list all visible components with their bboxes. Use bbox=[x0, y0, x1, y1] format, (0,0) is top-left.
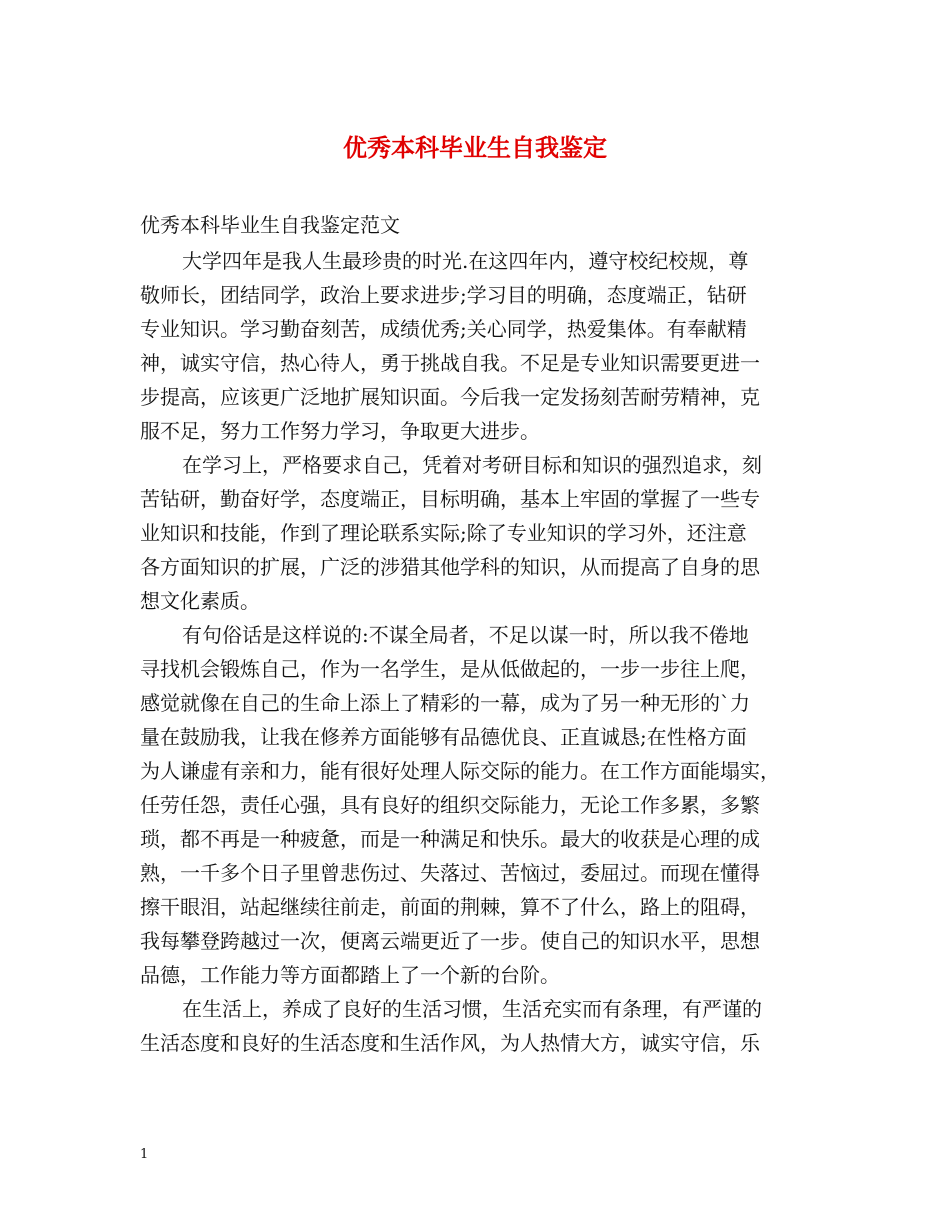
paragraph-2-line-3: 业知识和技能，作到了理论联系实际;除了专业知识的学习外，还注意 bbox=[140, 521, 747, 545]
paragraph-4-line-2: 生活态度和良好的生活态度和生活作风，为人热情大方，诚实守信，乐 bbox=[140, 1031, 760, 1055]
paragraph-3-line-6: 任劳任怨，责任心强，具有良好的组织交际能力，无论工作多累，多繁 bbox=[140, 793, 760, 817]
paragraph-4-line-1: 在生活上，养成了良好的生活习惯，生活充实而有条理，有严谨的 bbox=[182, 997, 762, 1021]
document-body bbox=[140, 206, 816, 1060]
paragraph-1-line-1: 大学四年是我人生最珍贵的时光.在这四年内，遵守校纪校规，尊 bbox=[182, 249, 749, 273]
paragraph-3-line-10: 我每攀登跨越过一次，便离云端更近了一步。使自己的知识水平，思想 bbox=[140, 929, 760, 953]
document-title: 优秀本科毕业生自我鉴定 bbox=[343, 134, 607, 162]
document-subtitle: 优秀本科毕业生自我鉴定范文 bbox=[140, 213, 400, 237]
paragraph-2-line-4: 各方面知识的扩展，广泛的涉猎其他学科的知识，从而提高了自身的思 bbox=[140, 555, 760, 579]
paragraph-3-line-2: 寻找机会锻炼自己，作为一名学生，是从低做起的，一步一步往上爬， bbox=[140, 657, 760, 681]
paragraph-2-line-5: 想文化素质。 bbox=[140, 589, 260, 613]
paragraph-1-line-4: 神，诚实守信，热心待人，勇于挑战自我。不足是专业知识需要更进一 bbox=[140, 351, 760, 375]
paragraph-3-line-11: 品德，工作能力等方面都踏上了一个新的台阶。 bbox=[140, 963, 560, 987]
paragraph-3-line-4: 量在鼓励我，让我在修养方面能够有品德优良、正直诚恳;在性格方面 bbox=[140, 725, 747, 749]
paragraph-2-line-1: 在学习上，严格要求自己，凭着对考研目标和知识的强烈追求，刻 bbox=[182, 453, 762, 477]
paragraph-1-line-2: 敬师长，团结同学，政治上要求进步;学习目的明确，态度端正，钻研 bbox=[140, 283, 747, 307]
paragraph-2-line-2: 苦钻研，勤奋好学，态度端正，目标明确，基本上牢固的掌握了一些专 bbox=[140, 487, 760, 511]
paragraph-3-line-1: 有句俗话是这样说的:不谋全局者，不足以谋一时，所以我不倦地 bbox=[182, 623, 749, 647]
paragraph-1-line-3: 专业知识。学习勤奋刻苦，成绩优秀;关心同学，热爱集体。有奉献精 bbox=[140, 317, 747, 341]
paragraph-3-line-5: 为人谦虚有亲和力，能有很好处理人际交际的能力。在工作方面能塌实， bbox=[140, 759, 780, 783]
paragraph-3-line-3: 感觉就像在自己的生命上添上了精彩的一幕，成为了另一种无形的`力 bbox=[140, 691, 750, 715]
page-number: 1 bbox=[140, 1147, 149, 1162]
paragraph-1-line-5: 步提高，应该更广泛地扩展知识面。今后我一定发扬刻苦耐劳精神，克 bbox=[140, 385, 760, 409]
paragraph-1-line-6: 服不足，努力工作努力学习，争取更大进步。 bbox=[140, 419, 540, 443]
paragraph-3-line-7: 琐，都不再是一种疲惫，而是一种满足和快乐。最大的收获是心理的成 bbox=[140, 827, 760, 851]
paragraph-3-line-8: 熟，一千多个日子里曾悲伤过、失落过、苦恼过，委屈过。而现在懂得 bbox=[140, 861, 760, 885]
paragraph-3-line-9: 擦干眼泪，站起继续往前走，前面的荆棘，算不了什么，路上的阻碍， bbox=[140, 895, 760, 919]
